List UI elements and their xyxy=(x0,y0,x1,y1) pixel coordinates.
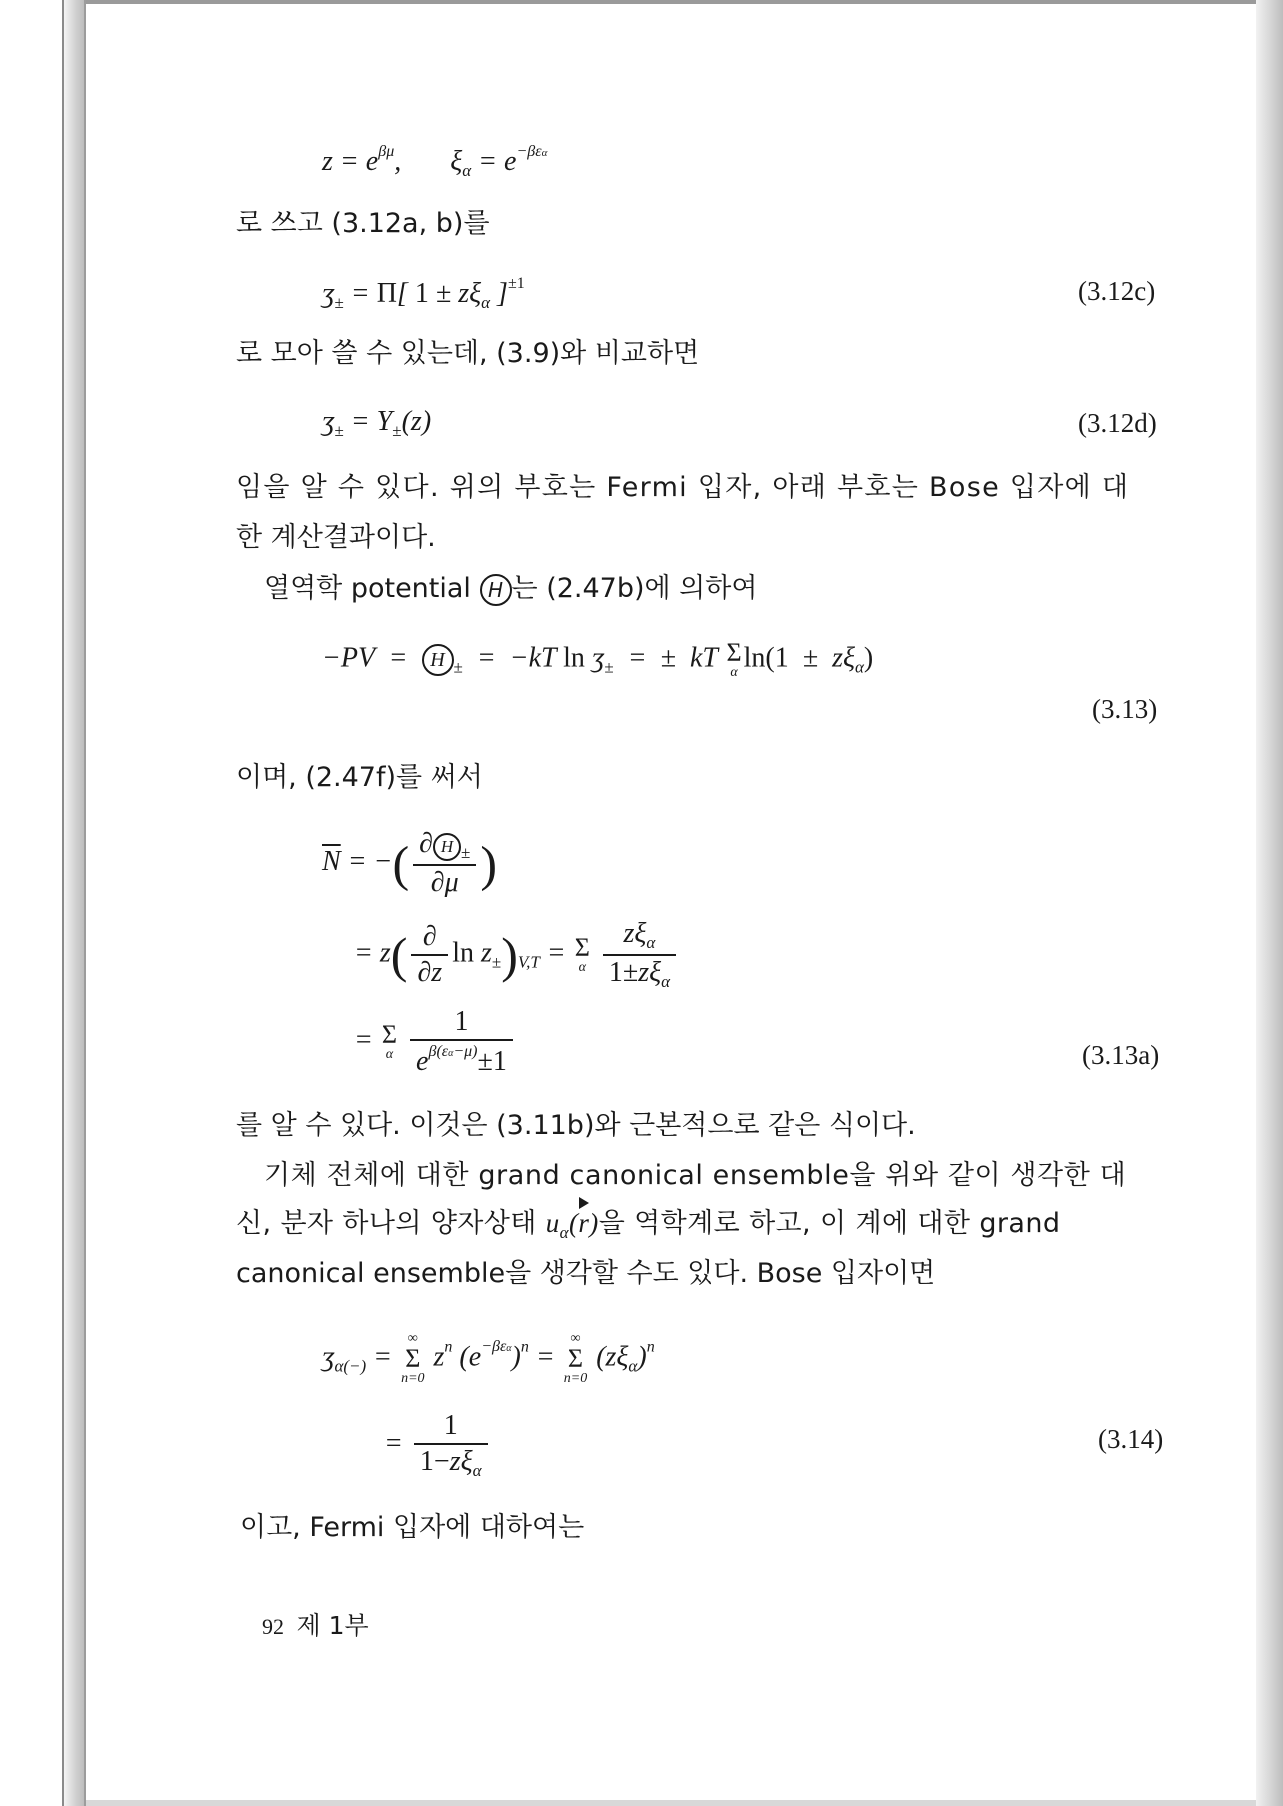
equation-number-3-14: (3.14) xyxy=(1098,1424,1164,1454)
text-line-3: 임을 알 수 있다. 위의 부호는 Fermi 입자, 아래 부호는 Bose 입자에 대 xyxy=(236,472,1130,503)
equation-3-14-line-2: = $\frac{1}{1-z\xi_\alpha}$ xyxy=(384,1412,492,1479)
part-label: 제 1부 xyxy=(296,1611,369,1640)
equation-n-bar-line-1: $\overline{N}$ = −( $\frac{\partial H _\pm}{\partial\mu}$ ) xyxy=(322,828,497,898)
equation-number-3-12c: (3.12c) xyxy=(1078,276,1156,306)
text-line-2: 로 모아 쓸 수 있는데, (3.9)와 비교하면 xyxy=(236,338,700,369)
text-line-6: 이며, (2.47f)를 써서 xyxy=(236,762,483,793)
page-bottom-edge xyxy=(86,1800,1256,1806)
equation-number-3-13: (3.13) xyxy=(1092,694,1158,724)
text-line-8: 기체 전체에 대한 grand canonical ensemble을 위와 같이 생각한 대 xyxy=(264,1160,1127,1191)
page-right-shadow xyxy=(1256,0,1283,1806)
page-number: 92 xyxy=(262,1614,284,1639)
quantum-state-symbol: $u_\alpha(r)$ xyxy=(545,1208,599,1242)
book-spine-edge xyxy=(62,0,86,1806)
text-line-9: 신, 분자 하나의 양자상태 $u_\alpha(r)$을 역학계로 하고, 이 계에 대한 grand xyxy=(236,1208,1061,1242)
text-line-10: canonical ensemble을 생각할 수도 있다. Bose 입자이면 xyxy=(236,1258,936,1289)
equation-3-12c: ʒ$_\pm$ = Π[ $1 \pm z\xi_\alpha$ ]$^{\pm 1}$ xyxy=(322,275,525,312)
text-line-5: 열역학 potential H 는 (2.47b)에 의하여 xyxy=(264,573,758,604)
text-line-1: 로 쓰고 (3.12a, b)를 xyxy=(236,208,490,239)
equation-n-bar-line-3: = Σ α $\frac{1}{e^{\beta(\varepsilon\alpha-\mu)}\pm 1}$ xyxy=(354,1008,517,1076)
enthalpy-symbol: H xyxy=(480,574,512,606)
equation-number-3-12d: (3.12d) xyxy=(1078,408,1157,438)
equation-fugacity: $z = e^{\beta\mu}$, $\xi_\alpha = e^{-\beta\varepsilon\alpha}$ xyxy=(322,143,548,180)
equation-3-12d: ʒ$_\pm$ = $Y_\pm(z)$ xyxy=(322,406,432,440)
equation-3-14-line-1: ʒ$_{\alpha(-)}$ = ∞ Σ n=0 $z^n$ $(e^{-\beta\varepsilon\alpha})^n$ = ∞ Σ n=0 $(z\xi_\alpha)^n$ xyxy=(322,1331,655,1386)
equation-n-bar-line-2: = z( $\frac{\partial}{\partial z}$ $\ln z_\pm)_{V,T}$ = Σ α $\frac{z\xi_\alpha}{1\pm z\xi_\alpha}$ xyxy=(354,920,680,990)
page-footer xyxy=(262,1606,369,1642)
equation-number-3-13a: (3.13a) xyxy=(1082,1040,1160,1070)
equation-3-13: −PV = H $_\pm$ = −kT ln ʒ$_\pm$ = ± kT Σ α $\ln(1 \pm z\xi_\alpha)$ xyxy=(322,638,874,680)
text-line-11: 이고, Fermi 입자에 대하여는 xyxy=(240,1512,585,1543)
text-line-7: 를 알 수 있다. 이것은 (3.11b)와 근본적으로 같은 식이다. xyxy=(236,1110,916,1141)
text-line-4: 한 계산결과이다. xyxy=(236,522,436,553)
